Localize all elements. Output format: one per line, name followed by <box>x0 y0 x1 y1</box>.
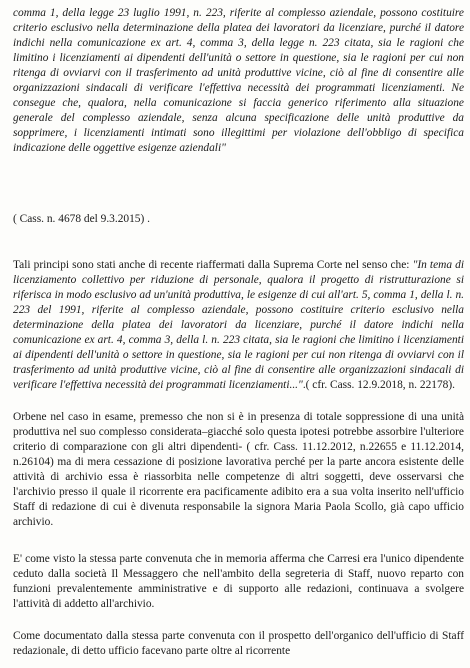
quoted-passage-1: comma 1, della legge 23 luglio 1991, n. 223, riferite al complesso aziendale, possono costituire criterio esclusivo nella determinazione della platea dei lavoratori da licenziare, purché il datore indichi nella comunicazione ex art. 4, comma 3, della legge n. 223 citata, sia le ragioni che limitino i licenziamenti ai dipendenti dell'unità o settore in questione, sia le ragioni per cui non ritenga di ovviarvi con il trasferimento ad unità produttive vicine, ciò al fine di consentire alle organizzazioni sindacali di verificare l'effettiva necessità dei programmati licenziamenti. Ne consegue che, qualora, nella comunicazione si faccia generico riferimento alla situazione generale del complesso aziendale, senza alcuna specificazione delle unità produttive da sopprimere, i licenziamenti intimati sono illegittimi per violazione dell'obbligo di specifica indicazione delle oggettive esigenze aziendali" <box>13 7 464 154</box>
citation-2: .( cfr. Cass. 12.9.2018, n. 22178). <box>302 379 455 391</box>
paragraph-5: Come documentato dalla stessa parte convenuta con il prospetto dell'organico dell'ufficio di Staff redazionale, di detto ufficio facevano parte oltre al ricorrente <box>13 630 464 657</box>
paragraph-2 <box>13 258 464 393</box>
citation-1: ( Cass. n. 4678 del 9.3.2015) . <box>13 213 150 225</box>
paragraph-3: Orbene nel caso in esame, premesso che non si è in presenza di totale soppressione di una unità produttiva nel suo complesso considerata–giacché solo questa ipotesi potrebbe assorbire l'ulteriore criterio di comparazione con gli altri dipendenti- ( cfr. Cass. 11.12.2012, n.22655 e 11.12.2014, n.26104) ma di mera cessazione di posizione lavorativa perché per la parte ancora esistente delle attività di archivio essa è riassorbita nelle competenze di altri soggetti, deve osservarsi che l'archivio presso il quale il ricorrente era pacificamente adibito era a sua volta inserito nell'ufficio Staff di redazione di cui è divenuta responsabile la signora Maria Paola Scollo, già capo ufficio archivio. <box>13 411 464 528</box>
quoted-passage-2: "In tema di licenziamento collettivo per riduzione di personale, qualora il progetto di ristrutturazione si riferisca in modo esclusivo ad un'unità produttiva, le esigenze di cui all'art. 5, comma 1, della l. n. 223 del 1991, riferite al complesso aziendale, possono costituire criterio esclusivo nella determinazione della platea dei lavoratori da licenziare, purché il datore indichi nella comunicazione ex art. 4, comma 3, della l. n. 223 citata, sia le ragioni che limitino i licenziamenti ai dipendenti dell'unità o settore in questione, sia le ragioni per cui non ritenga di ovviarvi con il trasferimento ad unità produttive vicine, ciò al fine di consentire alle organizzazioni sindacali di verificare l'effettiva necessità dei programmati licenziamenti..." <box>13 259 465 391</box>
paragraph-2-intro: Tali principi sono stati anche di recente riaffermati dalla Suprema Corte nel senso che: <box>13 259 413 271</box>
paragraph-4: E' come visto la stessa parte convenuta che in memoria afferma che Carresi era l'unico dipendente ceduto dalla società Il Messaggero che nell'ambito della segreteria di Staff, nuovo reparto con funzioni prevalentemente amministrative e di supporto alle redazioni, continuava a svolgere l'attività di addetto all'archivio. <box>13 553 464 610</box>
